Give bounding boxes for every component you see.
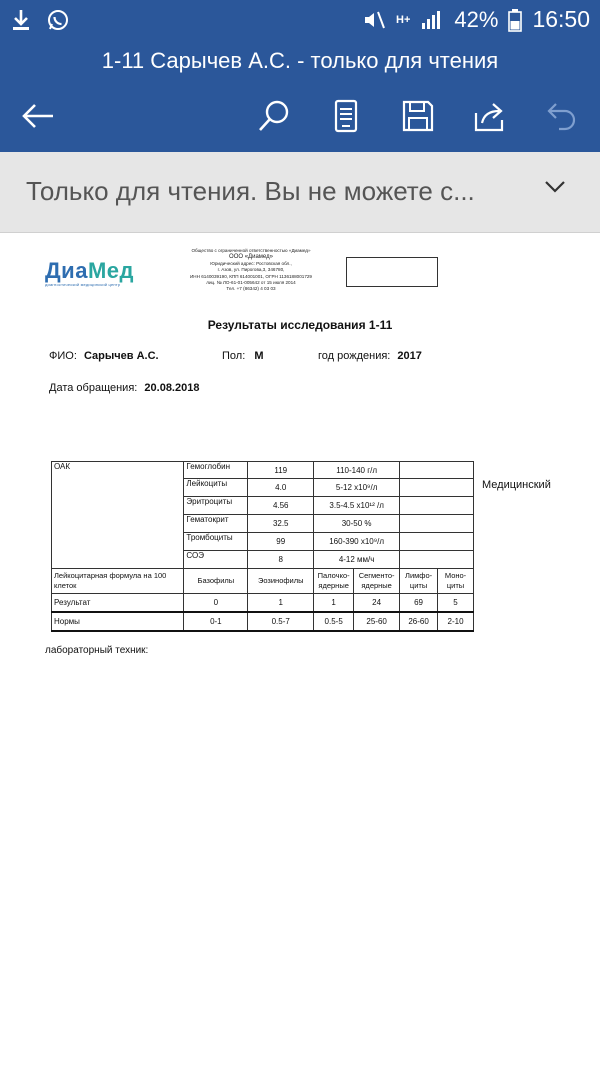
blood-value: 4.0 (248, 479, 314, 497)
leuko-col: Моно-циты (438, 569, 474, 594)
battery-icon (508, 8, 522, 32)
leuko-col: Эозинофилы (248, 569, 314, 594)
save-icon (401, 99, 435, 133)
fio-label: ФИО: (49, 350, 77, 362)
empty-cell (400, 515, 474, 533)
blood-name: Тромбоциты (184, 533, 248, 551)
empty-cell (400, 462, 474, 479)
blood-norm: 30-50 % (314, 515, 400, 533)
logo-name-part1: Диа (45, 258, 88, 283)
leuko-col: Лимфо-циты (400, 569, 438, 594)
battery-percent: 42% (454, 6, 499, 32)
date-value: 20.08.2018 (144, 382, 200, 394)
norms-value: 26-60 (400, 612, 438, 631)
result-value: 0 (184, 594, 248, 613)
result-value: 5 (438, 594, 474, 613)
result-value: 69 (400, 594, 438, 613)
diamed-logo (45, 258, 160, 292)
empty-cell (400, 533, 474, 551)
leuko-header: Лейкоцитарная формула на 100 клеток (52, 569, 184, 594)
blood-norm: 110-140 г/л (314, 462, 400, 479)
result-label: Результат (52, 594, 184, 613)
reading-mode-button[interactable] (326, 96, 366, 136)
org-line: Общество с ограниченной ответственностью «Диамед» (191, 248, 311, 253)
blood-name: Эритроциты (184, 497, 248, 515)
results-title: Результаты исследования 1-11 (207, 318, 393, 332)
birth-value: 2017 (397, 350, 422, 362)
norms-value: 0.5-5 (314, 612, 354, 631)
blood-name: Гемоглобин (184, 462, 248, 479)
blood-norm: 5-12 x10⁹/л (314, 479, 400, 497)
result-value: 1 (248, 594, 314, 613)
birth-label: год рождения: (318, 350, 391, 362)
table-row (52, 612, 474, 631)
org-line: Тел. +7 (86342) 4 03 03 (226, 286, 276, 292)
fio-line (49, 350, 159, 362)
blood-value: 8 (248, 551, 314, 569)
blood-norm: 3.5-4.5 x10¹² /л (314, 497, 400, 515)
blood-value: 99 (248, 533, 314, 551)
norms-label: Нормы (52, 612, 184, 631)
document-title: 1-11 Сарычев А.С. - только для чтения (0, 42, 600, 80)
oak-label: ОАК (52, 462, 184, 569)
leuko-col: Сегменто-ядерные (354, 569, 400, 594)
logo-name-part2: Мед (87, 258, 134, 283)
blood-name: СОЭ (184, 551, 248, 569)
download-icon (10, 8, 34, 32)
banner-text: Только для чтения. Вы не можете с... (26, 176, 475, 206)
back-arrow-icon (21, 102, 55, 130)
read-only-banner[interactable] (0, 152, 600, 233)
empty-cell (400, 479, 474, 497)
organization-info (178, 248, 324, 293)
empty-cell (400, 551, 474, 569)
blood-value: 119 (248, 462, 314, 479)
sex-value: М (254, 350, 264, 362)
sex-line (222, 350, 264, 362)
signal-icon (420, 8, 444, 32)
sex-label: Пол: (222, 350, 246, 362)
date-label: Дата обращения: (49, 382, 138, 394)
blood-value: 32.5 (248, 515, 314, 533)
right-note: Медицинский (482, 479, 551, 491)
table-row (52, 462, 474, 479)
search-icon (257, 99, 291, 133)
blood-norm: 4-12 мм/ч (314, 551, 400, 569)
results-table (51, 461, 474, 632)
mute-icon (362, 8, 386, 32)
leuko-col: Базофилы (184, 569, 248, 594)
leuko-col: Палочко-ядерные (314, 569, 354, 594)
fio-value: Сарычев А.С. (83, 350, 159, 362)
org-line: ИНН 6140039190, КПП 614001001, ОГРН 1136188001729 (189, 273, 312, 279)
chevron-down-icon[interactable] (544, 180, 566, 199)
norms-value: 2-10 (438, 612, 474, 631)
share-icon (473, 99, 507, 133)
undo-icon (546, 101, 578, 131)
status-bar (0, 0, 600, 42)
blood-name: Гематокрит (184, 515, 248, 533)
org-line: ООО «Диамед» (229, 254, 273, 261)
toolbar (0, 80, 600, 152)
norms-value: 0-1 (184, 612, 248, 631)
org-line: лиц. № ЛО-61-01-005642 от 15 июля 2014 (206, 280, 296, 286)
result-value: 24 (354, 594, 400, 613)
logo-tagline: диагностический медицинский центр (45, 282, 121, 287)
undo-button[interactable] (542, 96, 582, 136)
blood-norm: 160-390 x10⁹/л (314, 533, 400, 551)
footer-note: лабораторный техник: (45, 645, 149, 656)
norms-value: 0.5-7 (248, 612, 314, 631)
blood-name: Лейкоциты (184, 479, 248, 497)
norms-value: 25-60 (354, 612, 400, 631)
reading-mode-icon (334, 99, 358, 133)
whatsapp-icon (46, 8, 70, 32)
table-row (52, 594, 474, 613)
clock: 16:50 (532, 6, 590, 32)
date-line (49, 382, 199, 394)
org-line: Юридический адрес: Ростовская обл., (210, 260, 292, 266)
stamp-box (346, 257, 438, 287)
search-button[interactable] (254, 96, 294, 136)
share-button[interactable] (470, 96, 510, 136)
org-line: г. Азов, ул. Пирогова,3, 346780, (217, 267, 285, 273)
blood-value: 4.56 (248, 497, 314, 515)
birth-line (318, 350, 422, 362)
result-value: 1 (314, 594, 354, 613)
empty-cell (400, 497, 474, 515)
table-row (52, 569, 474, 594)
back-button[interactable] (18, 96, 58, 136)
network-type: H+ (396, 13, 411, 26)
save-button[interactable] (398, 96, 438, 136)
